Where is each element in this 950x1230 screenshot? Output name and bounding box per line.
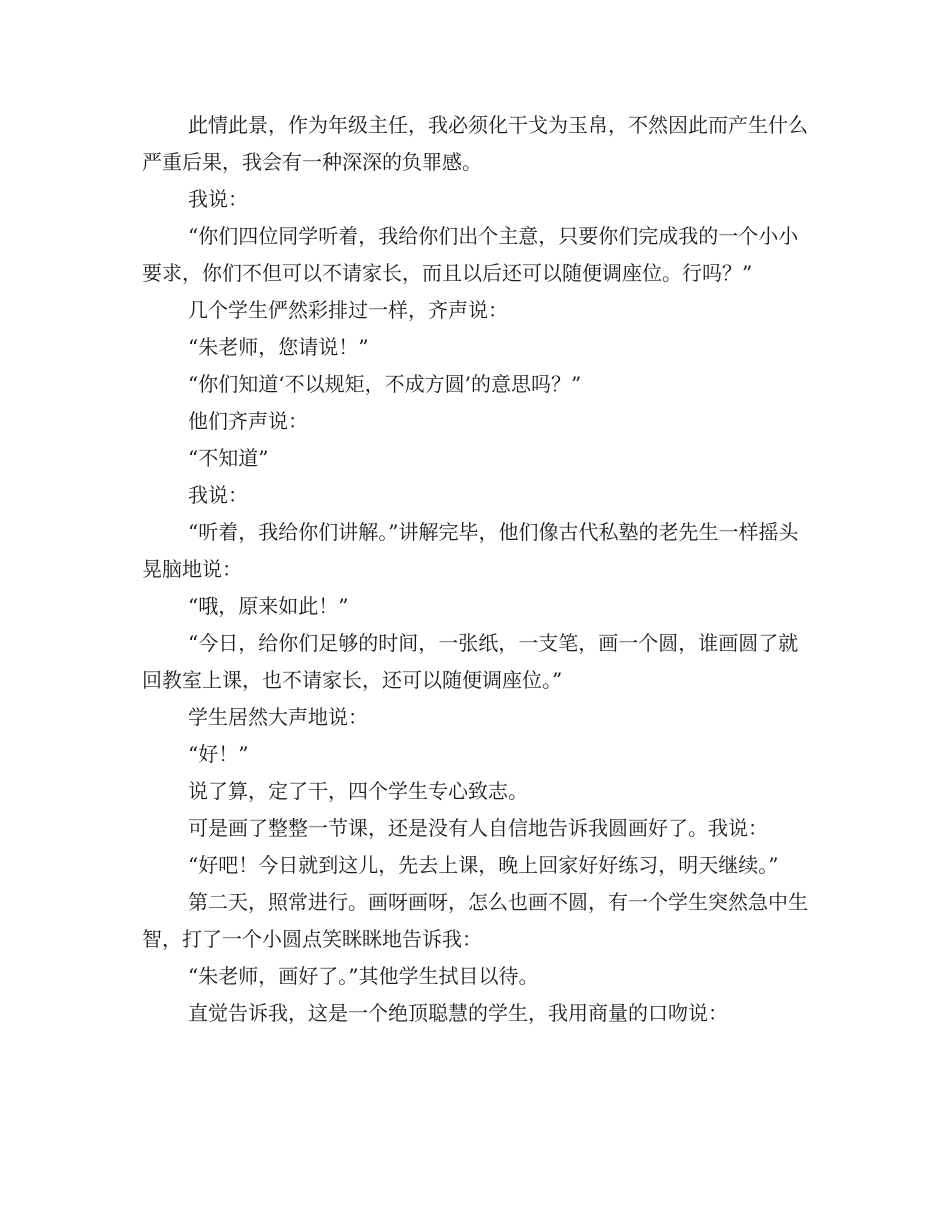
paragraph: 他们齐声说： <box>188 409 308 433</box>
paragraph: 第二天，照常进行。画呀画呀，怎么也画不圆，有一个学生突然急中生智，打了一个小圆点笑眯眯地告诉我： <box>142 890 808 951</box>
paragraph: 可是画了整整一节课，还是没有人自信地告诉我圆画好了。我说： <box>188 816 768 840</box>
paragraph: “今日，给你们足够的时间，一张纸，一支笔，画一个圆，谁画圆了就回教室上课，也不请家长，还可以随便调座位。” <box>142 631 799 692</box>
paragraph: “你们四位同学听着，我给你们出个主意，只要你们完成我的一个小小要求，你们不但可以不请家长，而且以后还可以随便调座位。行吗？” <box>142 224 799 285</box>
paragraph: 说了算，定了干，四个学生专心致志。 <box>188 779 528 803</box>
paragraph: “你们知道‘不以规矩，不成方圆’的意思吗？” <box>188 372 582 396</box>
paragraph: 学生居然大声地说： <box>188 705 368 729</box>
paragraph: “好！” <box>188 742 249 766</box>
paragraph: “听着，我给你们讲解。”讲解完毕，他们像古代私塾的老先生一样摇头晃脑地说： <box>142 520 799 581</box>
paragraph: “不知道” <box>188 446 269 470</box>
paragraph: 我说： <box>188 187 248 211</box>
paragraph: “朱老师，您请说！” <box>188 335 369 359</box>
paragraph: “好吧！今日就到这儿，先去上课，晚上回家好好练习，明天继续。” <box>188 853 779 877</box>
paragraph: 此情此景，作为年级主任，我必须化干戈为玉帛，不然因此而产生什么严重后果，我会有一种深深的负罪感。 <box>142 113 808 174</box>
paragraph: 我说： <box>188 483 248 507</box>
paragraph: 直觉告诉我，这是一个绝顶聪慧的学生，我用商量的口吻说： <box>188 1001 728 1025</box>
paragraph: 几个学生俨然彩排过一样，齐声说： <box>188 298 508 322</box>
paragraph: “朱老师，画好了。”其他学生拭目以待。 <box>188 964 539 988</box>
document-body <box>142 107 810 1032</box>
paragraph: “哦，原来如此！” <box>188 594 349 618</box>
